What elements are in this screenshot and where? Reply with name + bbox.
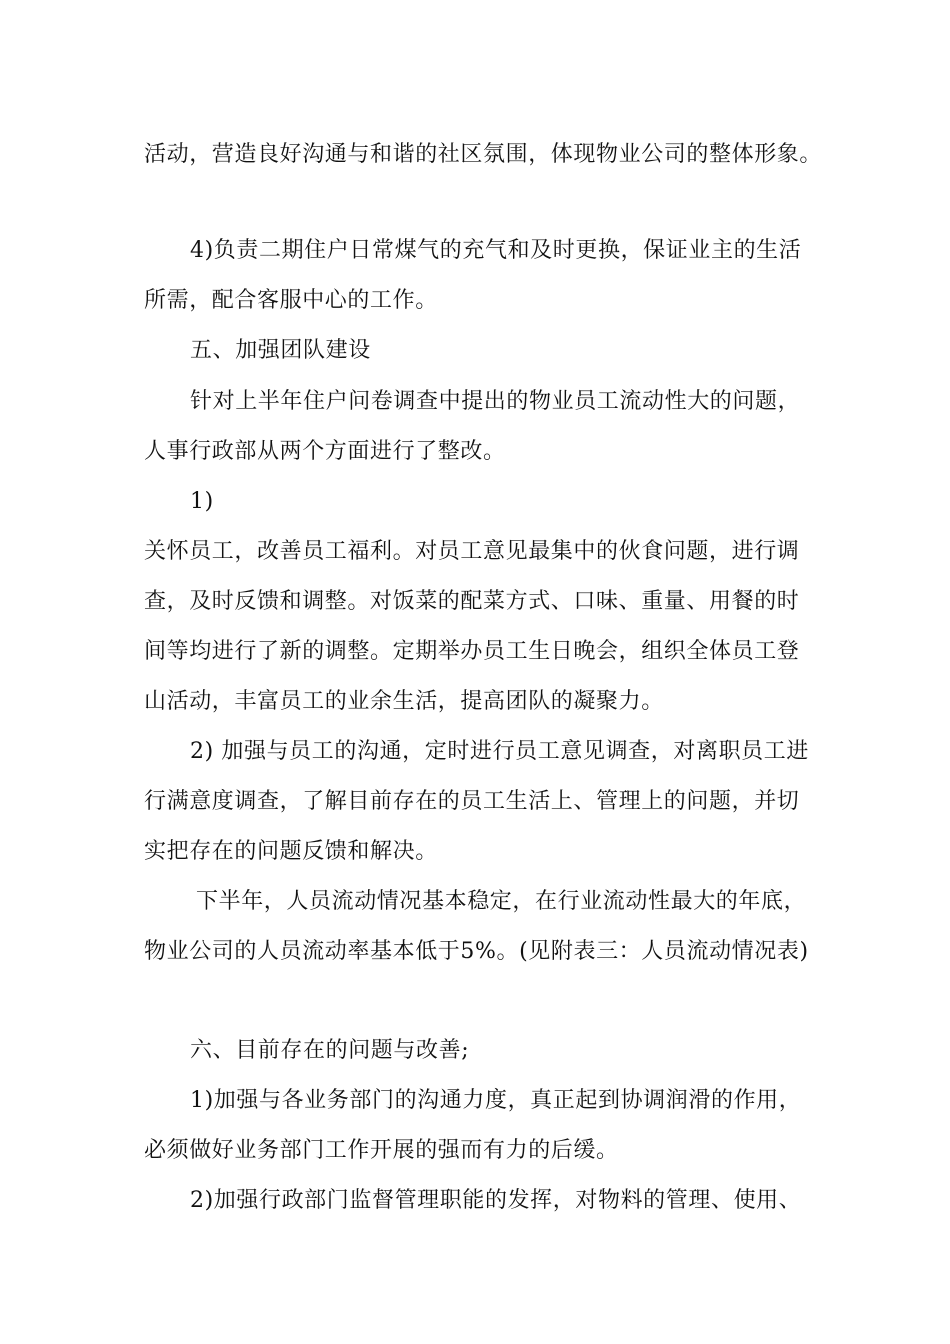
paragraph-line: 所需，配合客服中心的工作。 [144, 288, 438, 313]
paragraph-line: 活动，营造良好沟通与和谐的社区氛围，体现物业公司的整体形象。 [144, 142, 823, 167]
paragraph-line: 山活动，丰富员工的业余生活，提高团队的凝聚力。 [144, 689, 664, 714]
paragraph-line: 人事行政部从两个方面进行了整改。 [144, 439, 506, 464]
paragraph-line: 实把存在的问题反馈和解决。 [144, 839, 438, 864]
paragraph-line: 物业公司的人员流动率基本低于5%。(见附表三：人员流动情况表) [144, 939, 809, 964]
paragraph-line: 必须做好业务部门工作开展的强而有力的后缓。 [144, 1138, 619, 1163]
paragraph-line: 查，及时反馈和调整。对饭菜的配菜方式、口味、重量、用餐的时 [144, 589, 800, 614]
list-marker: 1) [190, 489, 214, 514]
paragraph-line: 间等均进行了新的调整。定期举办员工生日晚会，组织全体员工登 [144, 639, 800, 664]
section-heading: 六、目前存在的问题与改善; [190, 1038, 470, 1063]
paragraph-line: 1)加强与各业务部门的沟通力度，真正起到协调润滑的作用， [190, 1088, 802, 1113]
paragraph-line: 针对上半年住户问卷调查中提出的物业员工流动性大的问题， [190, 389, 801, 414]
paragraph-line: 2) 加强与员工的沟通，定时进行员工意见调查，对离职员工进 [190, 739, 809, 764]
paragraph-line: 行满意度调查，了解目前存在的员工生活上、管理上的问题，并切 [144, 789, 800, 814]
paragraph-line: 2)加强行政部门监督管理职能的发挥，对物料的管理、使用、 [190, 1188, 802, 1213]
section-heading: 五、加强团队建设 [190, 338, 371, 363]
paragraph-line: 下半年，人员流动情况基本稳定，在行业流动性最大的年底， [196, 889, 807, 914]
paragraph-line: 4)负责二期住户日常煤气的充气和及时更换，保证业主的生活 [190, 238, 802, 263]
paragraph-line: 关怀员工，改善员工福利。对员工意见最集中的伙食问题，进行调 [144, 539, 800, 564]
